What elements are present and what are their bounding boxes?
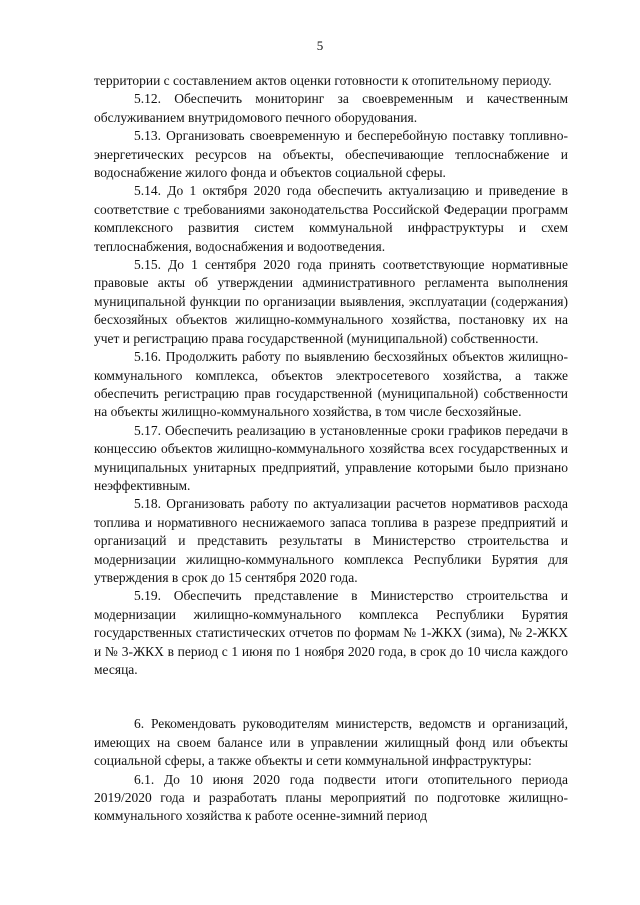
document-body — [94, 72, 568, 826]
paragraph-5-12: 5.12. Обеспечить мониторинг за своевременным и качественным обслуживанием внутридомового печного оборудования. — [94, 91, 568, 125]
paragraph-6: 6. Рекомендовать руководителям министерств, ведомств и организаций, имеющих на своем балансе или в управлении жилищный фонд или объекты социальной сферы, а также объекты и сети коммунальной инфраструктуры: — [94, 716, 568, 769]
paragraph-5-17: 5.17. Обеспечить реализацию в установленные сроки графиков передачи в концессию объектов жилищно-коммунального хозяйства всех государственных и муниципальных унитарных предприятий, управление которыми было признано неэффективным. — [94, 422, 568, 493]
paragraph-5-15: 5.15. До 1 сентября 2020 года принять соответствующие нормативные правовые акты об утверждении административного регламента выполнения муниципальной функции по организации выявления, эксплуатации (содержания) бесхозяйных объектов жилищно-коммунального хозяйства, постановку их на учет и регистрацию права государственной (муниципальной) собственности. — [94, 257, 568, 346]
paragraph-6-1: 6.1. До 10 июня 2020 года подвести итоги отопительного периода 2019/2020 года и разработать планы мероприятий по подготовке жилищно-коммунального хозяйства к работе осенне-зимний период — [94, 771, 568, 824]
paragraph-5-18: 5.18. Организовать работу по актуализации расчетов нормативов расхода топлива и нормативного неснижаемого запаса топлива в разрезе предприятий и организаций и представить результаты в Министерство строительства и модернизации жилищно-коммунального комплекса Республики Бурятия для утверждения в срок до 15 сентября 2020 года. — [94, 496, 568, 585]
paragraph-5-13: 5.13. Организовать своевременную и бесперебойную поставку топливно-энергетических ресурсов на объекты, обеспечивающие теплоснабжение и водоснабжение жилого фонда и объектов социальной сферы. — [94, 128, 568, 181]
paragraph-5-19: 5.19. Обеспечить представление в Министерство строительства и модернизации жилищно-коммунального комплекса Республики Бурятия государственных статистических отчетов по формам № 1-ЖКХ (зима), № 2-ЖКХ и № 3-ЖКХ в период с 1 июня по 1 ноября 2020 года, в срок до 10 числа каждого месяца. — [94, 588, 568, 677]
paragraph-continuation: территории с составлением актов оценки готовности к отопительному периоду. — [94, 73, 552, 88]
paragraph-5-14: 5.14. До 1 октября 2020 года обеспечить актуализацию и приведение в соответствие с требованиями законодательства Российской Федерации программ комплексного развития систем коммунальной инфраструктуры и схем теплоснабжения, водоснабжения и водоотведения. — [94, 183, 568, 254]
page-number: 5 — [316, 38, 324, 53]
paragraph-5-16: 5.16. Продолжить работу по выявлению бесхозяйных объектов жилищно-коммунального комплекса, объектов электросетевого хозяйства, а также обеспечить регистрацию прав государственной (муниципальной) собственности на объекты жилищно-коммунального хозяйства, в том числе бесхозяйные. — [94, 349, 568, 420]
